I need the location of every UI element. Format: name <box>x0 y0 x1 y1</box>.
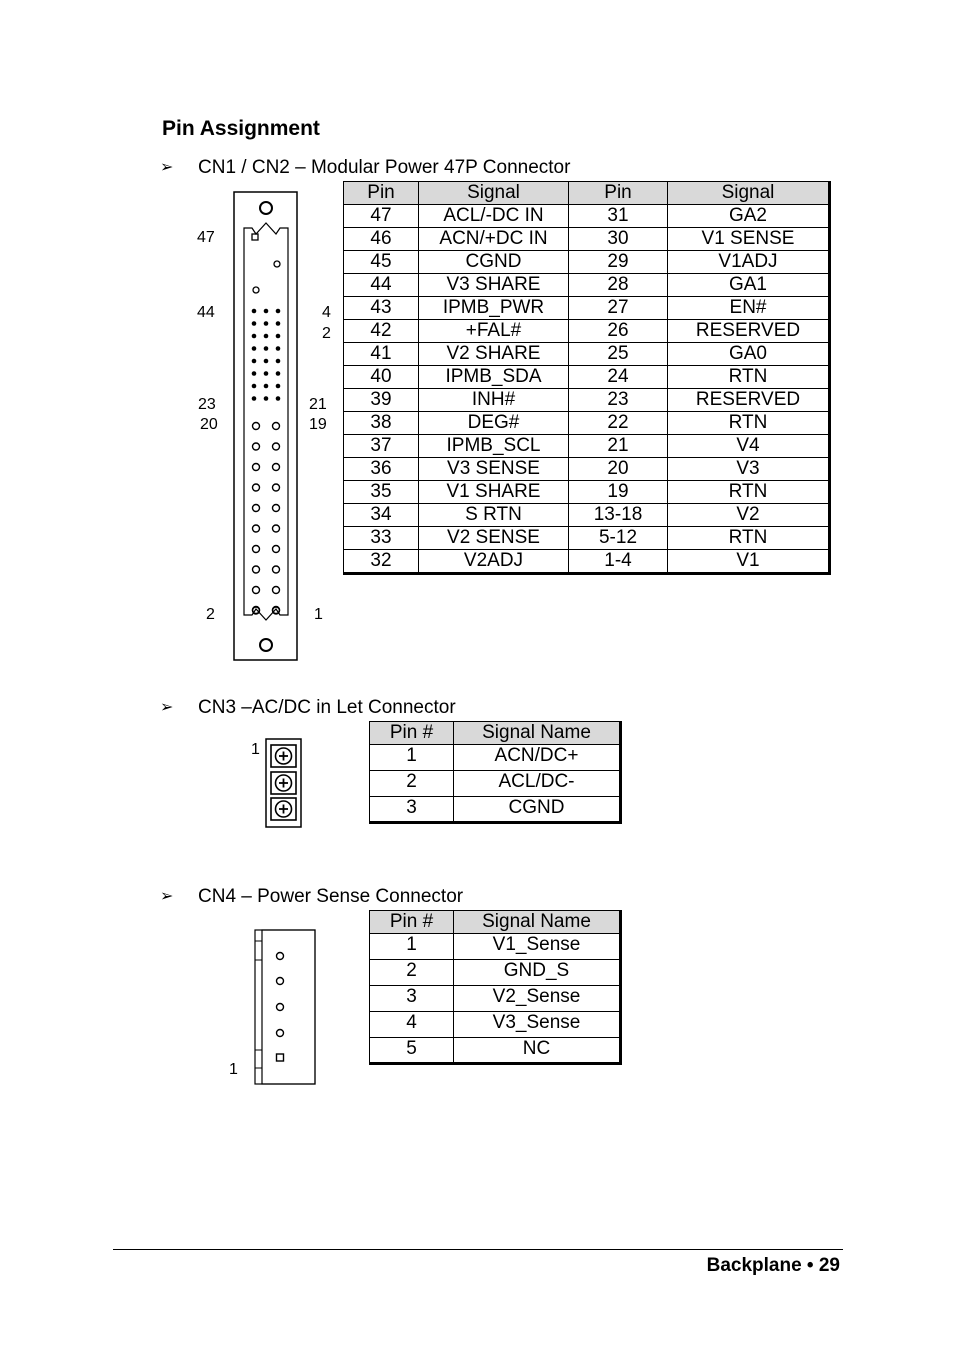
table-row <box>370 771 621 797</box>
pin-marker <box>273 566 280 573</box>
pin-marker <box>264 334 269 339</box>
pin-marker <box>253 587 260 594</box>
table-cell: GA2 <box>668 205 830 228</box>
pin-marker <box>276 359 281 364</box>
table-cell: 23 <box>569 389 668 412</box>
table-row <box>344 228 830 251</box>
table-cell: 47 <box>344 205 419 228</box>
column-header: Signal Name <box>454 911 621 934</box>
table-cell: 25 <box>569 343 668 366</box>
cn3-heading-text: CN3 –AC/DC in Let Connector <box>198 697 456 718</box>
table-cell: 3 <box>370 986 454 1012</box>
cn1-pin-table <box>343 181 831 575</box>
table-row <box>370 934 621 960</box>
pin-marker <box>273 464 280 471</box>
pin-marker <box>277 1030 284 1037</box>
table-cell: 29 <box>569 251 668 274</box>
column-header: Pin <box>569 182 668 205</box>
table-cell: NC <box>454 1038 621 1064</box>
cn3-connector-drawing <box>262 736 306 830</box>
cn1-label-47: 47 <box>197 229 215 246</box>
table-cell: V3 SENSE <box>419 458 569 481</box>
table-cell: 45 <box>344 251 419 274</box>
cn1-label-4: 4 <box>322 304 331 321</box>
table-cell: 3 <box>370 797 454 823</box>
pin-marker <box>273 505 280 512</box>
table-row <box>344 274 830 297</box>
table-cell: 20 <box>569 458 668 481</box>
table-cell: DEG# <box>419 412 569 435</box>
table-cell: 46 <box>344 228 419 251</box>
table-cell: ACL/-DC IN <box>419 205 569 228</box>
table-cell: 28 <box>569 274 668 297</box>
table-cell: 2 <box>370 771 454 797</box>
column-header: Pin # <box>370 911 454 934</box>
pin-marker <box>252 346 257 351</box>
pin-marker <box>276 371 281 376</box>
table-cell: RTN <box>668 366 830 389</box>
table-row <box>344 527 830 550</box>
cn1-label-21: 21 <box>309 396 327 413</box>
pin-marker <box>253 546 260 553</box>
page-title: Pin Assignment <box>162 117 320 140</box>
pin-marker <box>276 334 281 339</box>
table-cell: 27 <box>569 297 668 320</box>
pin-marker <box>264 371 269 376</box>
pin-marker <box>276 396 281 401</box>
table-cell: ACN/DC+ <box>454 745 621 771</box>
table-row <box>344 251 830 274</box>
table-cell: IPMB_PWR <box>419 297 569 320</box>
table-cell: 33 <box>344 527 419 550</box>
table-header-row <box>344 182 830 205</box>
table-cell: 35 <box>344 481 419 504</box>
pin-marker <box>253 566 260 573</box>
table-cell: 19 <box>569 481 668 504</box>
cn1-label-23: 23 <box>198 396 216 413</box>
table-row <box>344 550 830 574</box>
pin-marker <box>252 371 257 376</box>
pin-marker <box>252 234 258 240</box>
table-cell: V2 SHARE <box>419 343 569 366</box>
table-row <box>370 960 621 986</box>
page-footer: Backplane • 29 <box>706 1255 840 1276</box>
pin-marker <box>253 443 260 450</box>
table-cell: ACN/+DC IN <box>419 228 569 251</box>
table-cell: RTN <box>668 481 830 504</box>
table-cell: V3 <box>668 458 830 481</box>
cn1-label-20: 20 <box>200 416 218 433</box>
cn3-pin-table <box>369 721 622 824</box>
pin-marker <box>273 525 280 532</box>
table-cell: GA0 <box>668 343 830 366</box>
pin-marker <box>252 321 257 326</box>
table-cell: 42 <box>344 320 419 343</box>
table-row <box>370 797 621 823</box>
table-cell: V1ADJ <box>668 251 830 274</box>
table-cell: ACL/DC- <box>454 771 621 797</box>
pin-marker <box>274 261 280 267</box>
cn3-pin-label: 1 <box>251 741 260 758</box>
pin-marker <box>273 443 280 450</box>
pin-marker <box>252 334 257 339</box>
table-row <box>344 481 830 504</box>
pin-marker <box>273 423 280 430</box>
table-cell: 34 <box>344 504 419 527</box>
pin-marker <box>277 953 284 960</box>
pin-marker <box>276 321 281 326</box>
pin-marker <box>252 384 257 389</box>
table-row <box>344 320 830 343</box>
pin-marker <box>264 346 269 351</box>
table-cell: 1 <box>370 745 454 771</box>
table-cell: IPMB_SDA <box>419 366 569 389</box>
pin-marker <box>276 309 281 314</box>
table-cell: GND_S <box>454 960 621 986</box>
cn1-label-2-right: 2 <box>322 325 331 342</box>
pin-marker <box>276 346 281 351</box>
table-cell: V1 <box>668 550 830 574</box>
cn1-heading-text: CN1 / CN2 – Modular Power 47P Connector <box>198 157 571 178</box>
table-cell: 5 <box>370 1038 454 1064</box>
table-cell: V2ADJ <box>419 550 569 574</box>
table-cell: V1_Sense <box>454 934 621 960</box>
table-row <box>344 504 830 527</box>
table-row <box>344 205 830 228</box>
cn1-label-1: 1 <box>314 606 323 623</box>
footer-divider <box>113 1249 843 1250</box>
pin-marker <box>277 1004 284 1011</box>
table-cell: RESERVED <box>668 320 830 343</box>
pin-marker <box>273 587 280 594</box>
column-header: Signal <box>419 182 569 205</box>
table-row <box>344 435 830 458</box>
cn1-label-2: 2 <box>206 606 215 623</box>
pin-marker <box>253 484 260 491</box>
pin-marker <box>273 546 280 553</box>
table-row <box>344 458 830 481</box>
table-cell: RTN <box>668 412 830 435</box>
pin-marker <box>253 505 260 512</box>
column-header: Pin <box>344 182 419 205</box>
pin-marker <box>253 423 260 430</box>
table-cell: EN# <box>668 297 830 320</box>
cn1-label-44: 44 <box>197 304 215 321</box>
pin-marker <box>252 309 257 314</box>
pin-marker <box>264 384 269 389</box>
pin-marker <box>253 287 259 293</box>
table-cell: 41 <box>344 343 419 366</box>
table-cell: 44 <box>344 274 419 297</box>
table-cell: 22 <box>569 412 668 435</box>
table-cell: 39 <box>344 389 419 412</box>
table-header-row <box>370 722 621 745</box>
pin-marker <box>264 359 269 364</box>
column-header: Signal Name <box>454 722 621 745</box>
table-cell: V2_Sense <box>454 986 621 1012</box>
table-cell: V1 SHARE <box>419 481 569 504</box>
table-cell: 36 <box>344 458 419 481</box>
table-cell: RTN <box>668 527 830 550</box>
table-cell: 38 <box>344 412 419 435</box>
cn1-label-19: 19 <box>309 416 327 433</box>
table-header-row <box>370 911 621 934</box>
table-cell: 37 <box>344 435 419 458</box>
table-cell: 21 <box>569 435 668 458</box>
cn1-connector-diagram <box>190 190 340 665</box>
pin-marker <box>264 396 269 401</box>
pin-marker <box>273 484 280 491</box>
column-header: Signal <box>668 182 830 205</box>
table-cell: 13-18 <box>569 504 668 527</box>
table-cell: V3 SHARE <box>419 274 569 297</box>
column-header: Pin # <box>370 722 454 745</box>
table-row <box>344 343 830 366</box>
table-cell: V4 <box>668 435 830 458</box>
table-cell: 1 <box>370 934 454 960</box>
table-cell: V3_Sense <box>454 1012 621 1038</box>
bullet-arrow-icon: ➢ <box>160 699 174 716</box>
table-cell: INH# <box>419 389 569 412</box>
pin-marker <box>252 359 257 364</box>
table-cell: +FAL# <box>419 320 569 343</box>
table-row <box>370 745 621 771</box>
table-cell: 30 <box>569 228 668 251</box>
table-row <box>344 297 830 320</box>
pin-marker <box>276 384 281 389</box>
bullet-arrow-icon: ➢ <box>160 888 174 905</box>
table-cell: V1 SENSE <box>668 228 830 251</box>
table-row <box>344 389 830 412</box>
table-cell: 40 <box>344 366 419 389</box>
table-cell: CGND <box>419 251 569 274</box>
pin-marker <box>277 1054 284 1061</box>
cn4-heading-text: CN4 – Power Sense Connector <box>198 886 464 907</box>
table-row <box>370 1038 621 1064</box>
table-cell: 5-12 <box>569 527 668 550</box>
table-cell: 24 <box>569 366 668 389</box>
table-row <box>370 1012 621 1038</box>
table-cell: V2 <box>668 504 830 527</box>
table-cell: 26 <box>569 320 668 343</box>
table-cell: 32 <box>344 550 419 574</box>
table-row <box>344 366 830 389</box>
table-cell: 31 <box>569 205 668 228</box>
table-cell: S RTN <box>419 504 569 527</box>
table-row <box>370 986 621 1012</box>
table-cell: 4 <box>370 1012 454 1038</box>
table-cell: 2 <box>370 960 454 986</box>
pin-marker <box>252 396 257 401</box>
bullet-arrow-icon: ➢ <box>160 159 174 176</box>
pin-marker <box>253 525 260 532</box>
table-cell: 43 <box>344 297 419 320</box>
table-cell: IPMB_SCL <box>419 435 569 458</box>
cn4-pin-label: 1 <box>229 1061 238 1078</box>
table-cell: V2 SENSE <box>419 527 569 550</box>
pin-marker <box>264 321 269 326</box>
table-cell: GA1 <box>668 274 830 297</box>
pin-marker <box>264 309 269 314</box>
table-cell: RESERVED <box>668 389 830 412</box>
pin-marker <box>253 464 260 471</box>
table-row <box>344 412 830 435</box>
cn4-connector-drawing <box>250 925 320 1090</box>
pin-marker <box>277 978 284 985</box>
table-cell: CGND <box>454 797 621 823</box>
table-cell: 1-4 <box>569 550 668 574</box>
cn4-pin-table <box>369 910 622 1065</box>
